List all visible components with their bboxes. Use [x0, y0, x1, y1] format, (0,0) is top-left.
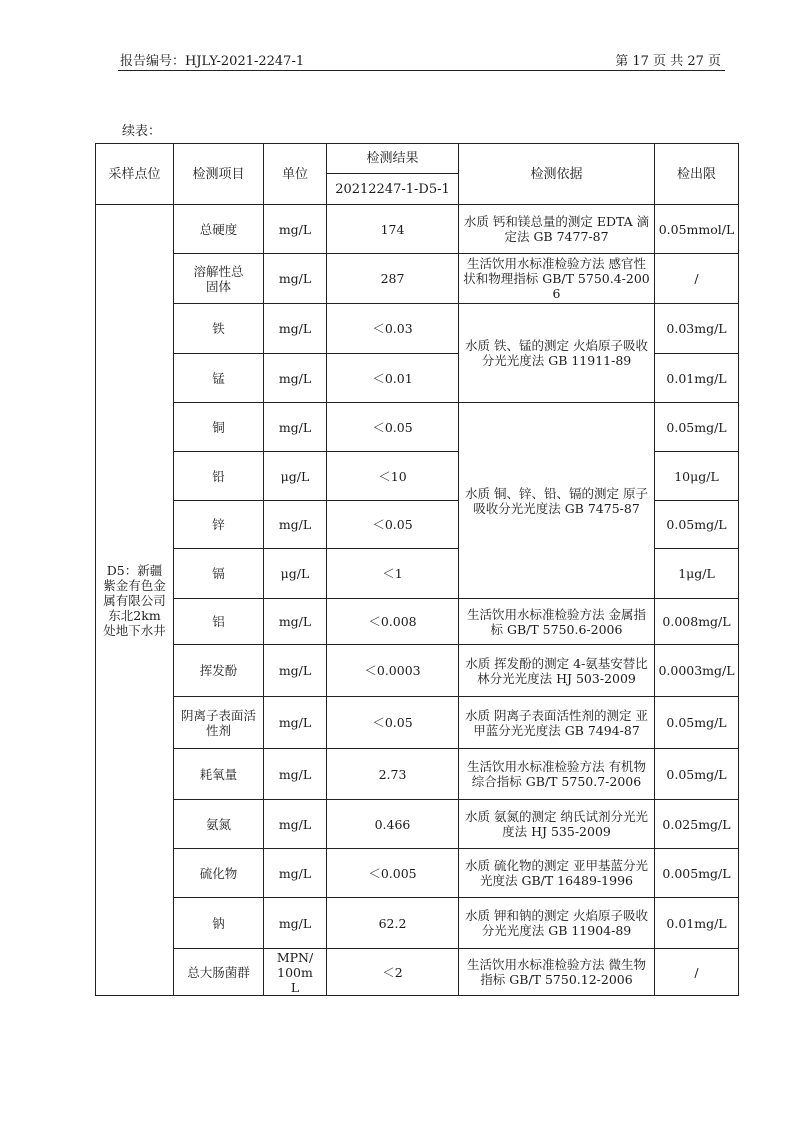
header-site: 采样点位: [96, 144, 174, 205]
result-cell: ＜2: [327, 949, 459, 996]
result-cell: ＜0.01: [327, 354, 459, 403]
result-cell: 2.73: [327, 749, 459, 800]
item-cell: 阴离子表面活性剂: [174, 697, 264, 749]
method-cell: 生活饮用水标准检验方法 感官性状和物理指标 GB/T 5750.4-2006: [459, 254, 655, 304]
limit-cell: /: [655, 949, 739, 996]
method-cell: 水质 阴离子表面活性剂的测定 亚甲蓝分光光度法 GB 7494-87: [459, 697, 655, 749]
item-cell: 锰: [174, 354, 264, 403]
method-cell: 水质 挥发酚的测定 4-氨基安替比林分光光度法 HJ 503-2009: [459, 645, 655, 697]
method-cell: 水质 铁、锰的测定 火焰原子吸收分光光度法 GB 11911-89: [459, 304, 655, 403]
item-cell: 耗氧量: [174, 749, 264, 800]
item-cell: 总大肠菌群: [174, 949, 264, 996]
unit-cell: mg/L: [264, 304, 327, 354]
item-cell: 镉: [174, 549, 264, 599]
limit-cell: /: [655, 254, 739, 304]
header-result: 检测结果: [327, 144, 459, 174]
page-number: 第 17 页 共 27 页: [615, 54, 721, 69]
header-item: 检测项目: [174, 144, 264, 205]
unit-cell: mg/L: [264, 697, 327, 749]
item-cell: 氨氮: [174, 800, 264, 849]
result-cell: ＜0.05: [327, 403, 459, 452]
item-cell: 硫化物: [174, 849, 264, 898]
limit-cell: 1μg/L: [655, 549, 739, 599]
result-cell: 287: [327, 254, 459, 304]
result-cell: 0.466: [327, 800, 459, 849]
limit-cell: 0.05mg/L: [655, 403, 739, 452]
result-cell: ＜0.005: [327, 849, 459, 898]
unit-cell: mg/L: [264, 205, 327, 254]
item-cell: 总硬度: [174, 205, 264, 254]
unit-cell: mg/L: [264, 403, 327, 452]
limit-cell: 0.005mg/L: [655, 849, 739, 898]
limit-cell: 0.01mg/L: [655, 898, 739, 949]
continued-label: 续表：: [122, 124, 162, 139]
method-cell: 水质 铜、锌、铅、镉的测定 原子吸收分光光度法 GB 7475-87: [459, 403, 655, 599]
limit-cell: 0.0003mg/L: [655, 645, 739, 697]
header-divider: [118, 70, 725, 71]
unit-cell: mg/L: [264, 599, 327, 645]
item-cell: 铅: [174, 452, 264, 501]
method-cell: 生活饮用水标准检验方法 微生物指标 GB/T 5750.12-2006: [459, 949, 655, 996]
unit-cell: mg/L: [264, 645, 327, 697]
header-sample-id: 20212247-1-D5-1: [327, 174, 459, 205]
limit-cell: 10μg/L: [655, 452, 739, 501]
unit-cell: μg/L: [264, 452, 327, 501]
report-number: 报告编号：HJLY-2021-2247-1: [120, 54, 305, 69]
item-cell: 铝: [174, 599, 264, 645]
result-cell: ＜0.05: [327, 697, 459, 749]
item-cell: 铁: [174, 304, 264, 354]
method-cell: 水质 钾和钠的测定 火焰原子吸收分光光度法 GB 11904-89: [459, 898, 655, 949]
header-limit: 检出限: [655, 144, 739, 205]
result-cell: ＜0.0003: [327, 645, 459, 697]
result-cell: ＜1: [327, 549, 459, 599]
unit-cell: mg/L: [264, 800, 327, 849]
result-cell: 174: [327, 205, 459, 254]
unit-cell: μg/L: [264, 549, 327, 599]
header-method: 检测依据: [459, 144, 655, 205]
limit-cell: 0.01mg/L: [655, 354, 739, 403]
limit-cell: 0.025mg/L: [655, 800, 739, 849]
results-table: [95, 143, 739, 996]
result-cell: ＜10: [327, 452, 459, 501]
method-cell: 水质 硫化物的测定 亚甲基蓝分光光度法 GB/T 16489-1996: [459, 849, 655, 898]
result-cell: ＜0.008: [327, 599, 459, 645]
method-cell: 生活饮用水标准检验方法 金属指标 GB/T 5750.6-2006: [459, 599, 655, 645]
unit-cell: mg/L: [264, 849, 327, 898]
method-cell: 水质 钙和镁总量的测定 EDTA 滴定法 GB 7477-87: [459, 205, 655, 254]
method-cell: 生活饮用水标准检验方法 有机物综合指标 GB/T 5750.7-2006: [459, 749, 655, 800]
unit-cell: mg/L: [264, 501, 327, 549]
unit-cell: mg/L: [264, 254, 327, 304]
result-cell: ＜0.05: [327, 501, 459, 549]
unit-cell: mg/L: [264, 749, 327, 800]
unit-cell: MPN/100mL: [264, 949, 327, 996]
unit-cell: mg/L: [264, 354, 327, 403]
limit-cell: 0.05mg/L: [655, 501, 739, 549]
result-cell: 62.2: [327, 898, 459, 949]
result-cell: ＜0.03: [327, 304, 459, 354]
limit-cell: 0.05mg/L: [655, 749, 739, 800]
unit-cell: mg/L: [264, 898, 327, 949]
limit-cell: 0.03mg/L: [655, 304, 739, 354]
item-cell: 锌: [174, 501, 264, 549]
item-cell: 铜: [174, 403, 264, 452]
item-cell: 挥发酚: [174, 645, 264, 697]
limit-cell: 0.05mg/L: [655, 697, 739, 749]
method-cell: 水质 氨氮的测定 纳氏试剂分光光度法 HJ 535-2009: [459, 800, 655, 849]
sampling-site: D5：新疆紫金有色金属有限公司东北2km 处地下水井: [96, 205, 174, 996]
item-cell: 溶解性总固体: [174, 254, 264, 304]
header-unit: 单位: [264, 144, 327, 205]
limit-cell: 0.008mg/L: [655, 599, 739, 645]
limit-cell: 0.05mmol/L: [655, 205, 739, 254]
item-cell: 钠: [174, 898, 264, 949]
